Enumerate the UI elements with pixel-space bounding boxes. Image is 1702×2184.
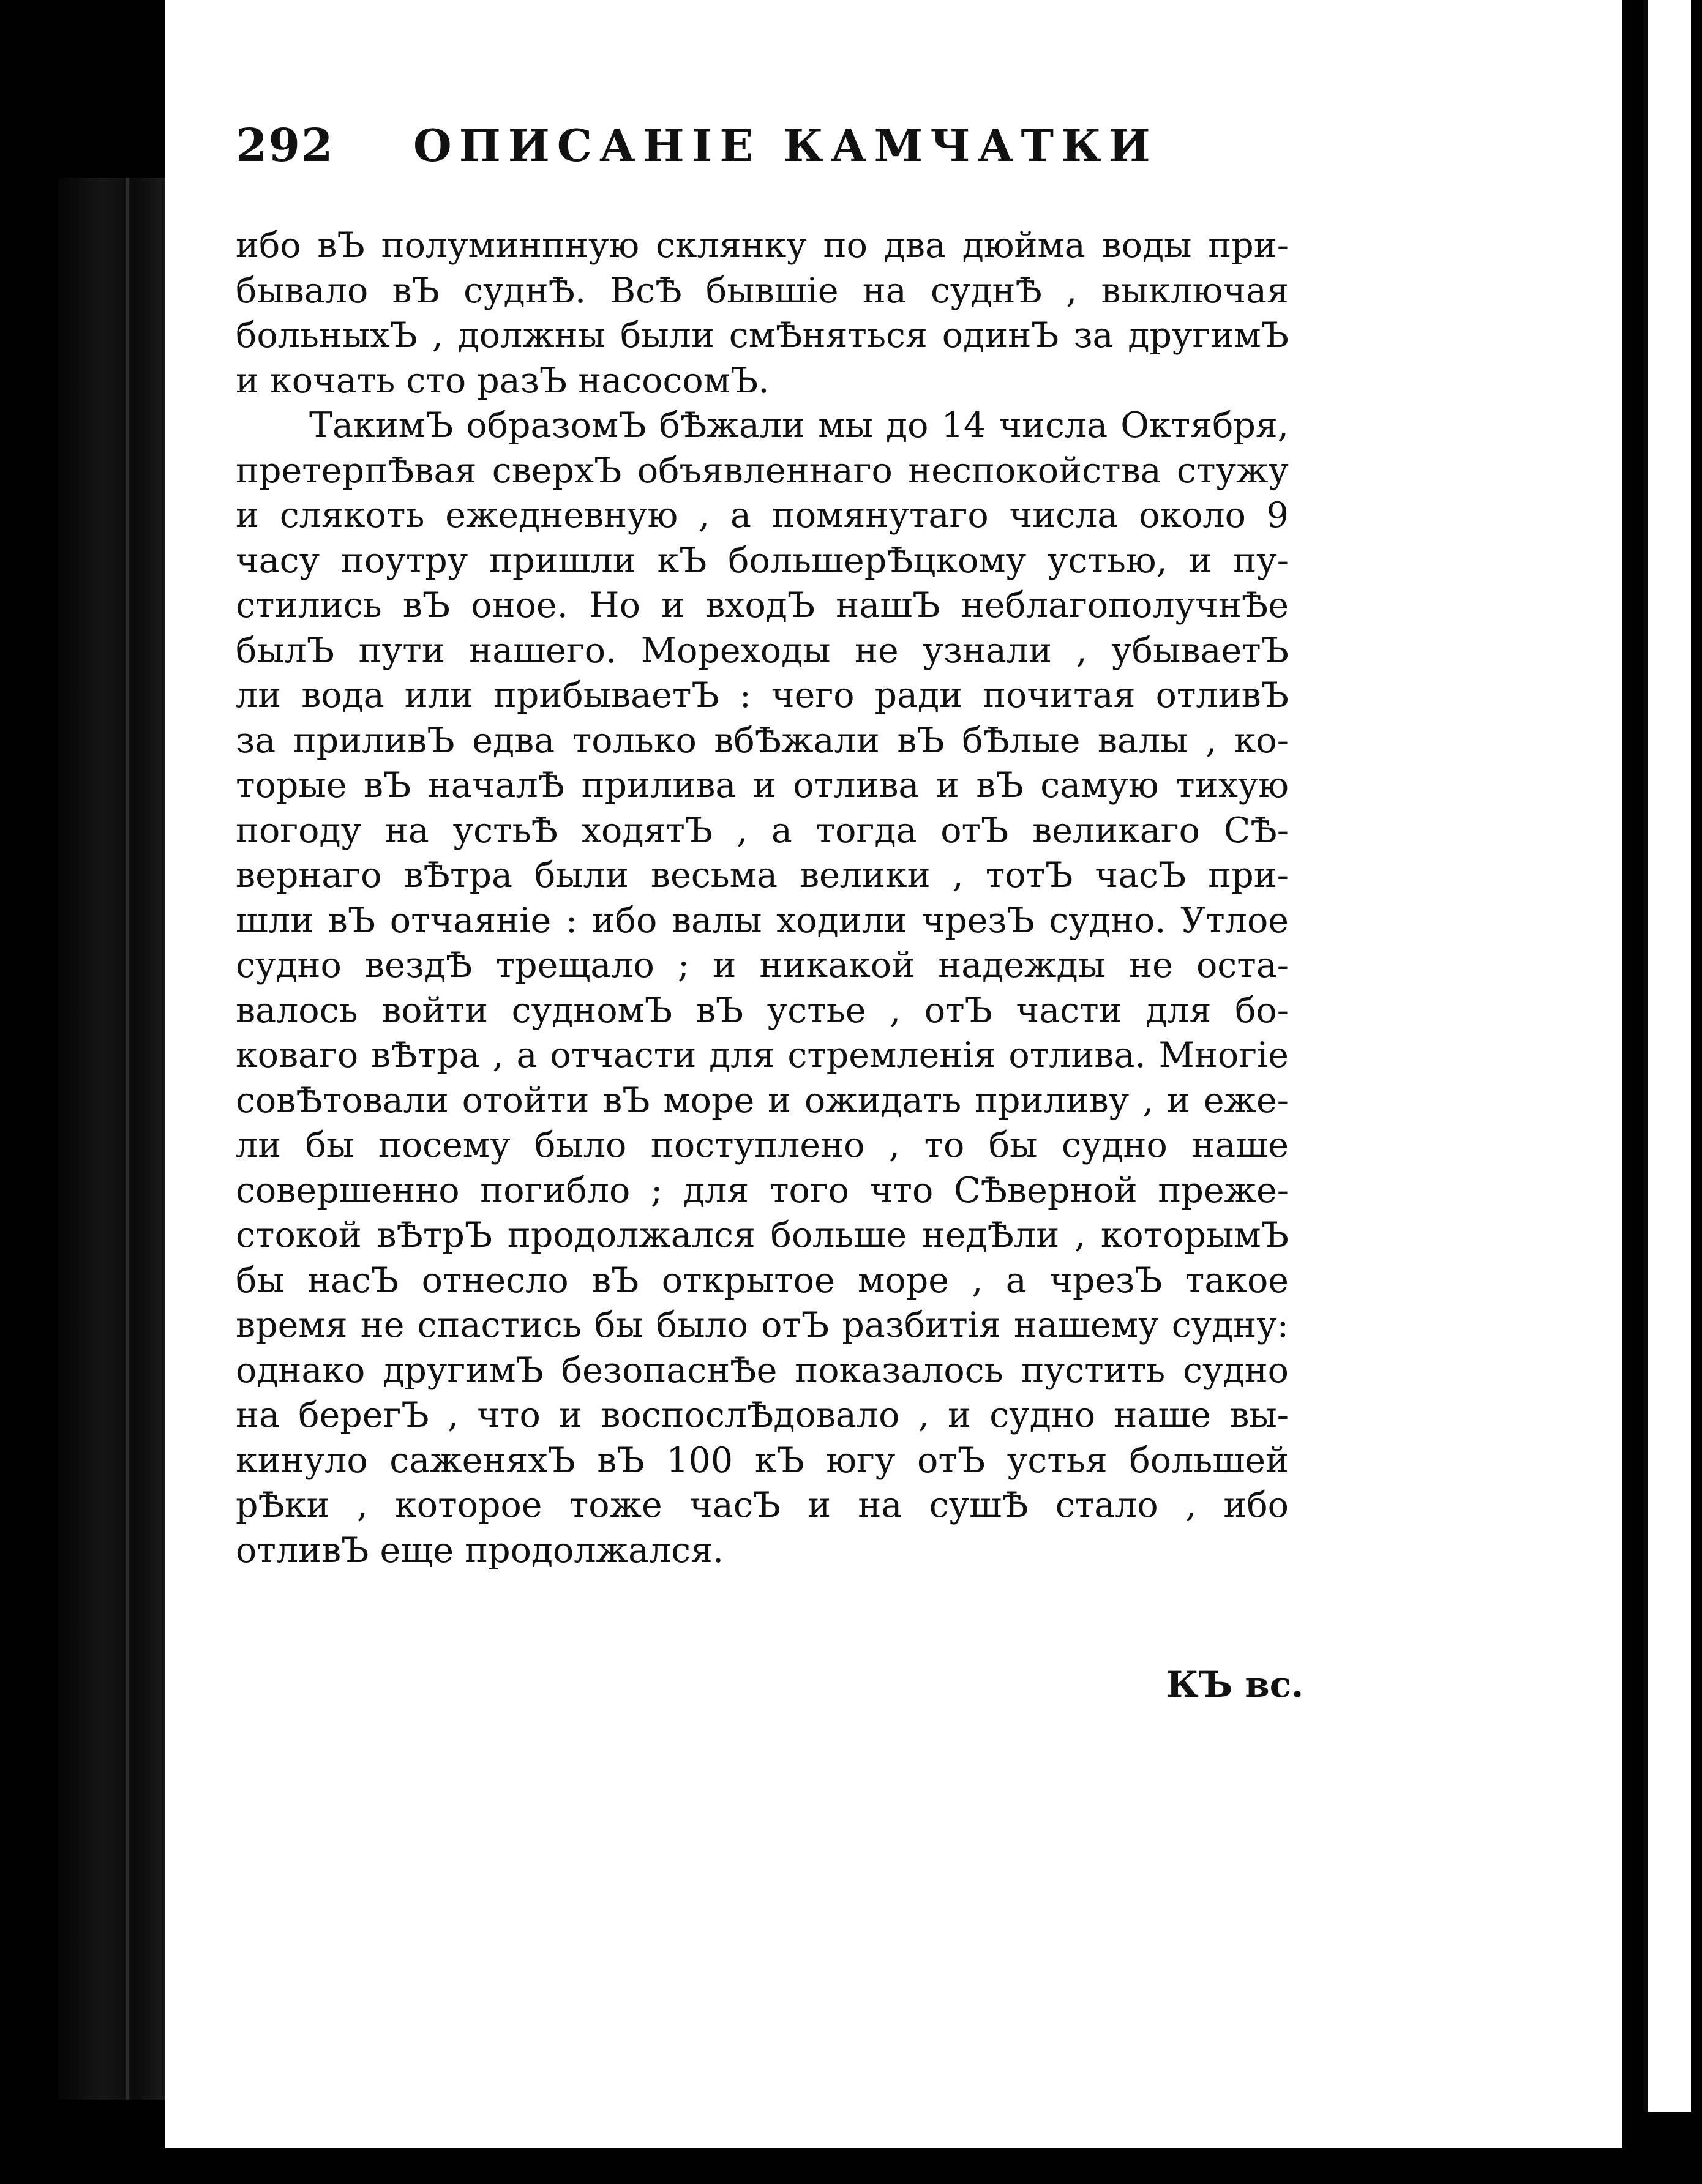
text-line: стились вЪ оное. Но и входЪ нашЪ неблагополучнѢе (236, 585, 1289, 626)
catchword: КЪ вс. (1166, 1664, 1304, 1705)
text-line: однако другимЪ безопаснѢе показалось пустить судно (236, 1350, 1289, 1391)
text-line: больныхЪ , должны были смѢняться одинЪ за другимЪ (236, 315, 1289, 356)
running-title: ОПИСАНІЕ КАМЧАТКИ (413, 119, 1158, 171)
text-line: часу поутру пришли кЪ большерѢцкому устью, и пу- (236, 540, 1289, 581)
text-line: былЪ пути нашего. Мореходы не узнали , убываетЪ (236, 630, 1289, 671)
text-line: за приливЪ едва только вбѢжали вЪ бѢлые валы , ко- (236, 720, 1289, 761)
text-line: торые вЪ началѢ прилива и отлива и вЪ самую тихую (236, 765, 1289, 806)
text-line: и слякоть ежедневную , а помянутаго числа около 9 (236, 495, 1289, 536)
text-line: стокой вѢтрЪ продолжался больше недѢли , которымЪ (236, 1215, 1289, 1255)
text-line: кинуло саженяхЪ вЪ 100 кЪ югу отЪ устья большей (236, 1440, 1289, 1481)
book-binding (58, 178, 168, 2100)
text-line: рѢки , которое тоже часЪ и на сушѢ стало , ибо (236, 1485, 1289, 1525)
text-line: валось войти судномЪ вЪ устье , отЪ части для бо- (236, 990, 1289, 1031)
text-line: ибо вЪ полуминпную склянку по два дюйма воды при- (236, 225, 1289, 266)
next-page-edge (1643, 0, 1691, 2112)
text-line: отливЪ еще продолжался. (236, 1530, 724, 1571)
text-line: на берегЪ , что и воспослѢдовало , и судно наше вы- (236, 1395, 1289, 1435)
text-line: ли вода или прибываетЪ : чего ради почитая отливЪ (236, 675, 1289, 716)
paragraph-first-line: ТакимЪ образомЪ бѢжали мы до 14 числа Октября, (309, 405, 1289, 446)
text-line: судно вездѢ трещало ; и никакой надежды не оста- (236, 945, 1289, 985)
text-line: ли бы посему было поступлено , то бы судно наше (236, 1125, 1289, 1165)
body-text (236, 223, 1289, 1573)
text-line: шли вЪ отчаяніе : ибо валы ходили чрезЪ судно. Утлое (236, 900, 1289, 941)
text-line: претерпѢвая сверхЪ объявленнаго неспокойства стужу (236, 450, 1289, 491)
text-line: коваго вѢтра , а отчасти для стремленія отлива. Многіе (236, 1035, 1289, 1075)
text-line: вернаго вѢтра были весьма велики , тотЪ часЪ при- (236, 855, 1289, 896)
text-line: совершенно погибло ; для того что СѢверной преже- (236, 1170, 1289, 1211)
text-line: и кочать сто разЪ насосомЪ. (236, 360, 770, 401)
text-line: бы насЪ отнесло вЪ открытое море , а чрезЪ такое (236, 1260, 1289, 1301)
page-number: 292 (236, 119, 334, 172)
text-line: совѢтовали отойти вЪ море и ожидать приливу , и еже- (236, 1080, 1289, 1121)
page-header (236, 119, 1276, 187)
text-line: погоду на устьѢ ходятЪ , а тогда отЪ великаго СѢ- (236, 810, 1289, 851)
text-line: бывало вЪ суднѢ. ВсѢ бывшіе на суднѢ , выключая (236, 270, 1289, 311)
text-line: время не спастись бы было отЪ разбитія нашему судну: (236, 1305, 1289, 1345)
